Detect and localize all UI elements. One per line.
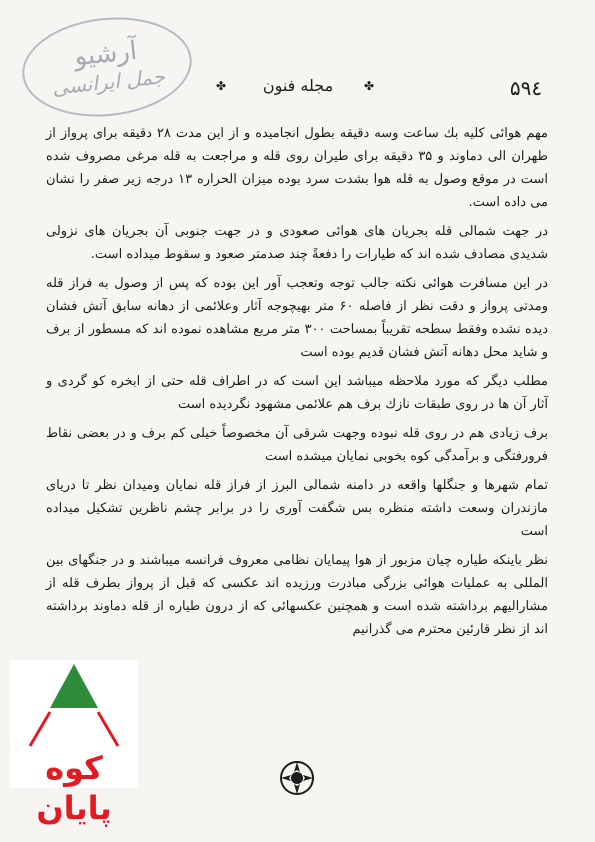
header-ornament-left-icon: ✤ [216,79,227,93]
stamp-line-1: آرشیو [72,35,139,73]
logo-mountain-icon [10,660,138,750]
paragraph-4: مطلب دیگر که مورد ملاحظه میباشد این است که در اطراف قله حتی از ابخره کو گردی و آثار آن ها در روی طبقات نازك برف هم علائمی مشهود نگردیده است [46,374,548,412]
paragraph-6: تمام شهرها و جنگلها واقعه در دامنه شمالی البرز از فراز قله نمایان ومیدان نظر تا دریای مازندران وسعت داشته منظره بس شگفت آوری را در برابر چشم ناظرین تشکیل میداده است [46,478,548,539]
logo-text: کوه پایان [36,749,112,827]
header-ornament-right-icon: ✤ [364,79,375,93]
paragraph-2: در جهت شمالی قله بجریان های هوائی صعودی و در جهت جنوبی آن بجریان های نزولی شدیدی مصادف شده اند که طیارات را دفعةً چند صدمتر صعود و سقوط میداده است. [46,224,548,262]
kuhpayan-logo [10,660,138,827]
paragraph-5: برف زیادی هم در روی قله نبوده وجهت شرقی آن مخصوصاً خیلی کم برف و در بعضی نقاط فرورفتگی و برآمدگی کوه بخوبی نمایان میشده است [46,426,548,464]
footer-flower-ornament-icon [279,760,315,796]
archive-stamp [17,9,196,124]
article-body [46,122,548,647]
page-number: ۵۹٤ [509,76,543,100]
stamp-line-2: جمل ایرانسی [50,64,167,100]
paragraph-7: نظر باینکه طیاره چیان مزبور از هوا پیمایان نظامی معروف فرانسه میباشند و در جنگهای بین المللی به عملیات هوائی بزرگی مبادرت ورزیده اند عکسی که قبل از پرواز بطرف قله از مشارالیهم برداشته شده است و همچنین عکسهائی که از درون طیاره از قله دماوند برداشته اند از نظر قارئین محترم می گذرانیم [46,553,548,637]
journal-title: مجله فنون [262,76,334,95]
paragraph-3: در این مسافرت هوائی نکته جالب توجه وتعجب آور این بوده که پس از وصول به فراز قله ومدتی پرواز و دقت نظر از فاصله ۶۰ متر بهیچوجه آثار وعلائمی از دهانه سابق آتش فشان دیده نشده وفقط سطحه تقریباً بمساحت ۳۰۰ متر مربع مشاهده نموده اند که مسطور از برف و شاید محل دهانه آتش فشان قدیم بوده است [46,276,548,360]
paragraph-1: مهم هوائی کلیه بك ساعت وسه دقیقه بطول انجامیده و از این مدت ۲۸ دقیقه برای پرواز از طهران الی دماوند و ۳۵ دقیقه برای طیران روی قله و مراجعت به قله مرغی مصروف شده است در موقع وصول به قله هوا بشدت سرد بوده میزان الحراره ۱۳ درجه زیر صفر را نشان می داده است. [46,126,549,210]
page-header [0,76,595,102]
